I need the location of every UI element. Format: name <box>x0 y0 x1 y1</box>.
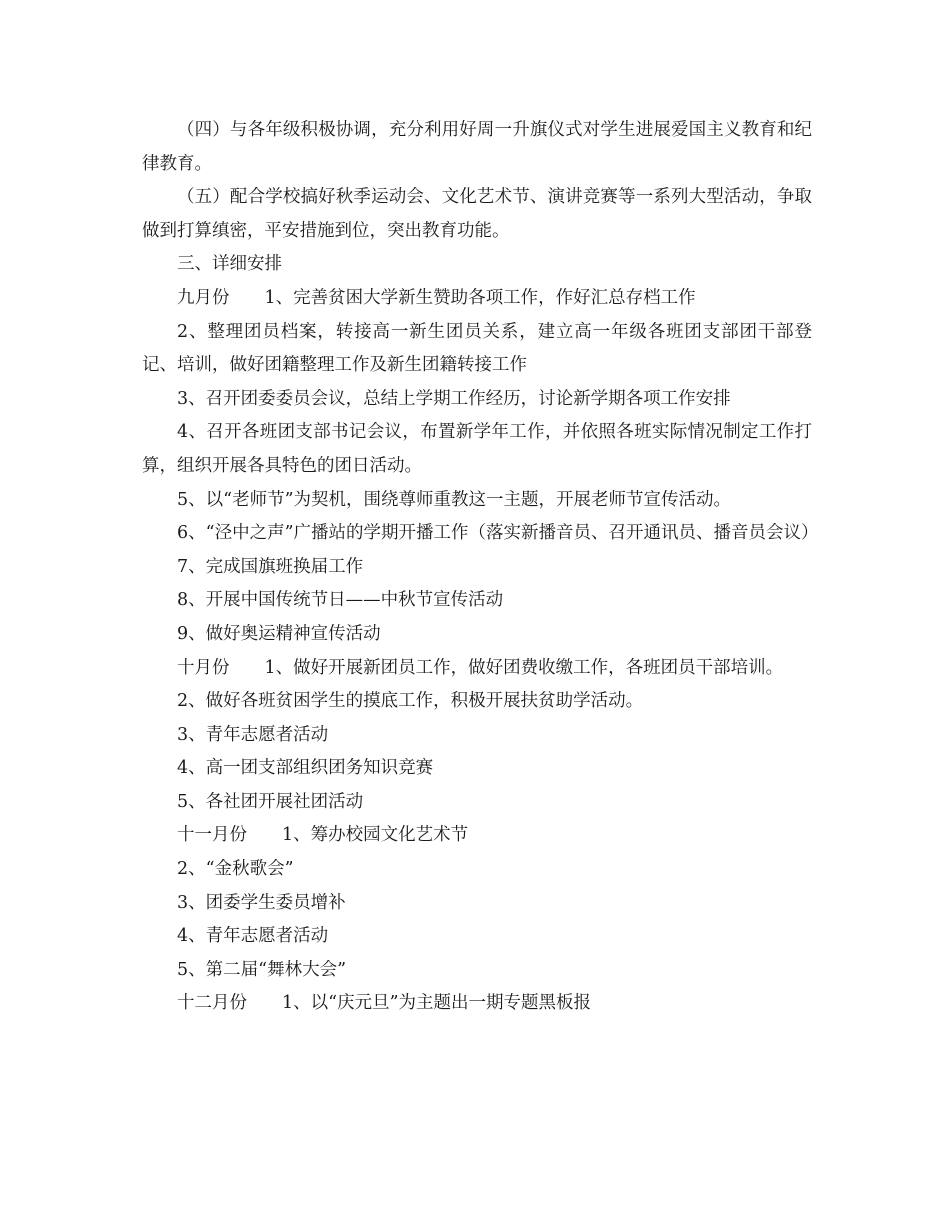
september-item-2: 2、整理团员档案，转接高一新生团员关系，建立高一年级各班团支部团干部登记、培训，做好团籍整理工作及新生团籍转接工作 <box>142 321 812 376</box>
september-item-6: 6、“泾中之声”广播站的学期开播工作（落实新播音员、召开通讯员、播音员会议） <box>177 523 819 544</box>
section-heading-detailed-arrangement: 三、详细安排 <box>177 254 282 275</box>
december-item-1: 十二月份 1、以“庆元旦”为主题出一期专题黑板报 <box>177 993 592 1014</box>
november-item-5: 5、第二届“舞林大会” <box>177 959 347 980</box>
october-item-2: 2、做好各班贫困学生的摸底工作，积极开展扶贫助学活动。 <box>177 691 644 712</box>
paragraph-item-4-coordination: （四）与各年级积极协调，充分利用好周一升旗仪式对学生进展爱国主义教育和纪律教育。 <box>142 120 812 174</box>
november-item-3: 3、团委学生委员增补 <box>177 892 346 913</box>
november-item-4: 4、青年志愿者活动 <box>177 926 329 947</box>
september-item-3: 3、召开团委委员会议，总结上学期工作经历，讨论新学期各项工作安排 <box>177 388 731 409</box>
september-item-7: 7、完成国旗班换届工作 <box>177 556 364 577</box>
september-item-1: 九月份 1、完善贫困大学新生赞助各项工作，作好汇总存档工作 <box>177 287 696 308</box>
november-item-2: 2、“金秋歌会” <box>177 859 294 880</box>
october-item-1: 十月份 1、做好开展新团员工作，做好团费收缴工作，各班团员干部培训。 <box>177 657 784 678</box>
september-item-8: 8、开展中国传统节日——中秋节宣传活动 <box>177 590 504 611</box>
september-item-5: 5、以“老师节”为契机，围绕尊师重教这一主题，开展老师节宣传活动。 <box>177 489 732 510</box>
september-item-4: 4、召开各班团支部书记会议，布置新学年工作，并依照各班实际情况制定工作打算，组织开展各具特色的团日活动。 <box>142 422 812 476</box>
paragraph-item-5-activities: （五）配合学校搞好秋季运动会、文化艺术节、演讲竞赛等一系列大型活动，争取做到打算缜密，平安措施到位，突出教育功能。 <box>142 187 812 241</box>
november-item-1: 十一月份 1、筹办校园文化艺术节 <box>177 825 469 846</box>
october-item-5: 5、各社团开展社团活动 <box>177 791 364 812</box>
document-body <box>142 114 819 1021</box>
september-item-9: 9、做好奥运精神宣传活动 <box>177 623 381 644</box>
october-item-4: 4、高一团支部组织团务知识竞赛 <box>177 758 434 779</box>
october-item-3: 3、青年志愿者活动 <box>177 724 329 745</box>
